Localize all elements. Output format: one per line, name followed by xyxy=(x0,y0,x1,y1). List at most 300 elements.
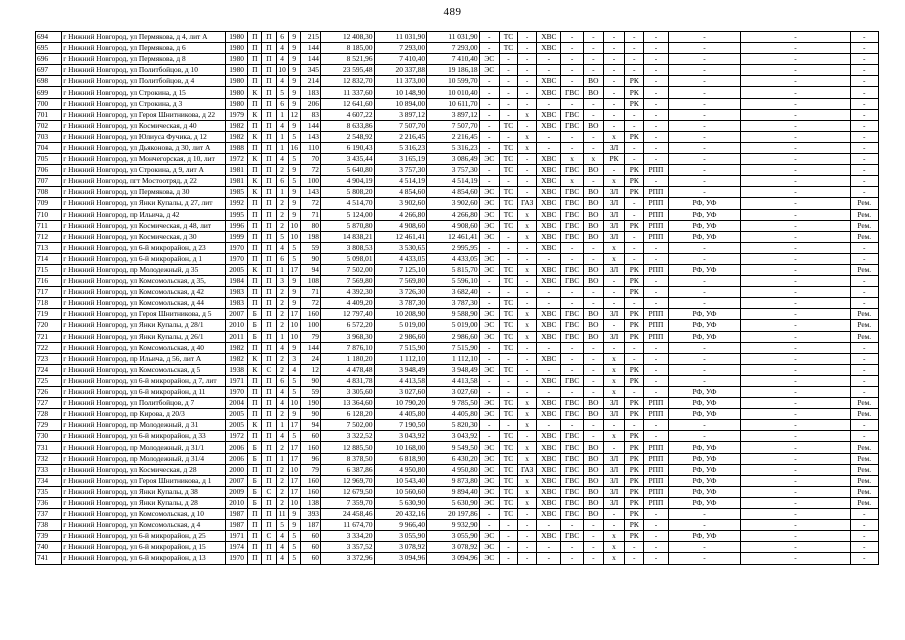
cell-heating: ТС xyxy=(499,331,517,342)
cell-sewerage: - xyxy=(583,253,603,264)
cell-living-area: 5 019,00 xyxy=(374,320,427,331)
table-row xyxy=(36,309,879,320)
cell-floors: 9 xyxy=(288,76,300,87)
cell-repair-mark: - xyxy=(850,131,879,142)
cell-floors: 5 xyxy=(288,531,300,542)
cell-facade-work: - xyxy=(668,109,741,120)
cell-cold-water: - xyxy=(537,131,561,142)
cell-year: 2004 xyxy=(226,398,248,409)
cell-facade-work: - xyxy=(668,54,741,65)
cell-reserved: - xyxy=(741,464,850,475)
cell-apartments: 90 xyxy=(300,375,320,386)
cell-heating: ТС xyxy=(499,309,517,320)
cell-garbage-chute: - xyxy=(603,87,624,98)
cell-address: г Нижний Новгород, ул Юлиуса Фучика, д 12 xyxy=(62,131,226,142)
cell-facade-work: РФ, УФ xyxy=(668,198,741,209)
cell-hot-water: ГВС xyxy=(561,531,583,542)
cell-wall-type: Б xyxy=(248,475,262,486)
cell-cold-water: ХВС xyxy=(537,453,561,464)
cell-year: 1982 xyxy=(226,353,248,364)
cell-facade-work: РФ, УФ xyxy=(668,464,741,475)
cell-repair-mark: - xyxy=(850,65,879,76)
cell-gas: х xyxy=(518,231,537,242)
cell-apartments: 160 xyxy=(300,475,320,486)
cell-electricity: - xyxy=(479,420,499,431)
cell-row-number: 721 xyxy=(36,331,62,342)
cell-repair-mark: - xyxy=(850,154,879,165)
cell-electricity: - xyxy=(479,375,499,386)
cell-apartments: 198 xyxy=(300,231,320,242)
cell-reserved: - xyxy=(741,353,850,364)
cell-fire-equipment: - xyxy=(644,276,668,287)
housing-register-table xyxy=(35,31,879,565)
cell-living-area: 9 966,40 xyxy=(374,520,427,531)
cell-wall-type: П xyxy=(248,520,262,531)
cell-year: 1992 xyxy=(226,198,248,209)
cell-elevator: РК xyxy=(625,98,644,109)
cell-reserved: - xyxy=(741,276,850,287)
cell-address: г Нижний Новгород, пр Кирова, д 20/3 xyxy=(62,409,226,420)
cell-repair-mark: - xyxy=(850,187,879,198)
cell-garbage-chute: ЗЛ xyxy=(603,142,624,153)
cell-cold-water: ХВС xyxy=(537,209,561,220)
cell-entrances: 6 xyxy=(276,176,288,187)
cell-hot-water: ГВС xyxy=(561,198,583,209)
cell-repair-mark: Рем. xyxy=(850,231,879,242)
cell-sewerage: - xyxy=(583,109,603,120)
cell-year: 1972 xyxy=(226,154,248,165)
cell-year: 1982 xyxy=(226,131,248,142)
cell-row-number: 698 xyxy=(36,76,62,87)
cell-roof-type: П xyxy=(262,309,276,320)
cell-total-area: 11 337,60 xyxy=(320,87,374,98)
cell-apartments: 80 xyxy=(300,220,320,231)
cell-facade-work: РФ, УФ xyxy=(668,309,741,320)
cell-floors: 17 xyxy=(288,453,300,464)
cell-garbage-chute: х xyxy=(603,387,624,398)
cell-wall-type: К xyxy=(248,353,262,364)
cell-fire-equipment: - xyxy=(644,43,668,54)
cell-entrances: 2 xyxy=(276,409,288,420)
cell-floors: 5 xyxy=(288,431,300,442)
cell-garbage-chute: ЗЛ xyxy=(603,497,624,508)
cell-garbage-chute: ЗЛ xyxy=(603,187,624,198)
cell-cold-water: ХВС xyxy=(537,431,561,442)
cell-living-area: 3 165,19 xyxy=(374,154,427,165)
table-row xyxy=(36,331,879,342)
cell-private-area: 9 588,90 xyxy=(427,309,480,320)
cell-entrances: 4 xyxy=(276,387,288,398)
cell-private-area: 3 787,30 xyxy=(427,298,480,309)
cell-hot-water: ГВС xyxy=(561,497,583,508)
cell-garbage-chute: ЗЛ xyxy=(603,209,624,220)
cell-private-area: 2 986,60 xyxy=(427,331,480,342)
cell-entrances: 2 xyxy=(276,464,288,475)
cell-total-area: 6 128,20 xyxy=(320,409,374,420)
cell-wall-type: П xyxy=(248,375,262,386)
cell-apartments: 214 xyxy=(300,76,320,87)
cell-garbage-chute: - xyxy=(603,276,624,287)
cell-living-area: 3 726,30 xyxy=(374,287,427,298)
cell-electricity: - xyxy=(479,431,499,442)
cell-floors: 9 xyxy=(288,165,300,176)
cell-reserved: - xyxy=(741,187,850,198)
cell-roof-type: П xyxy=(262,287,276,298)
cell-gas: х xyxy=(518,442,537,453)
cell-fire-equipment: - xyxy=(644,54,668,65)
cell-electricity: ЭС xyxy=(479,453,499,464)
cell-living-area: 10 543,40 xyxy=(374,475,427,486)
cell-sewerage: ВО xyxy=(583,76,603,87)
cell-living-area: 20 337,88 xyxy=(374,65,427,76)
cell-fire-equipment: РПП xyxy=(644,264,668,275)
cell-year: 1974 xyxy=(226,542,248,553)
cell-address: г Нижний Новгород, ул 6-й микрорайон, д 25 xyxy=(62,531,226,542)
cell-living-area: 10 894,00 xyxy=(374,98,427,109)
cell-hot-water: - xyxy=(561,142,583,153)
cell-facade-work: РФ, УФ xyxy=(668,264,741,275)
cell-gas: х xyxy=(518,264,537,275)
cell-total-area: 5 808,20 xyxy=(320,187,374,198)
cell-private-area: 10 599,70 xyxy=(427,76,480,87)
cell-facade-work: - xyxy=(668,509,741,520)
cell-electricity: ЭС xyxy=(479,398,499,409)
cell-year: 2006 xyxy=(226,453,248,464)
cell-gas: - xyxy=(518,509,537,520)
cell-row-number: 719 xyxy=(36,309,62,320)
cell-heating: - xyxy=(499,520,517,531)
cell-floors: 10 xyxy=(288,220,300,231)
cell-facade-work: - xyxy=(668,65,741,76)
cell-garbage-chute: ЗЛ xyxy=(603,220,624,231)
cell-facade-work: РФ, УФ xyxy=(668,387,741,398)
cell-living-area: 1 112,10 xyxy=(374,353,427,364)
cell-cold-water: ХВС xyxy=(537,409,561,420)
cell-hot-water: - xyxy=(561,342,583,353)
cell-wall-type: П xyxy=(248,287,262,298)
table-row xyxy=(36,287,879,298)
cell-electricity: - xyxy=(479,43,499,54)
cell-roof-type: П xyxy=(262,54,276,65)
cell-wall-type: П xyxy=(248,65,262,76)
cell-elevator: - xyxy=(625,209,644,220)
cell-entrances: 4 xyxy=(276,54,288,65)
cell-private-area: 7 410,40 xyxy=(427,54,480,65)
cell-roof-type: П xyxy=(262,553,276,564)
cell-cold-water: - xyxy=(537,553,561,564)
cell-wall-type: П xyxy=(248,32,262,43)
cell-private-area: 1 112,10 xyxy=(427,353,480,364)
cell-cold-water: ХВС xyxy=(537,87,561,98)
cell-roof-type: П xyxy=(262,165,276,176)
cell-private-area: 5 630,90 xyxy=(427,497,480,508)
cell-address: г Нижний Новгород, ул 6-й микрорайон, д 23 xyxy=(62,242,226,253)
cell-garbage-chute: - xyxy=(603,320,624,331)
cell-gas: - xyxy=(518,353,537,364)
table-row xyxy=(36,98,879,109)
cell-total-area: 3 322,52 xyxy=(320,431,374,442)
cell-cold-water: - xyxy=(537,253,561,264)
cell-apartments: 79 xyxy=(300,331,320,342)
cell-hot-water: ГВС xyxy=(561,375,583,386)
cell-electricity: - xyxy=(479,353,499,364)
cell-private-area: 3 897,12 xyxy=(427,109,480,120)
cell-entrances: 5 xyxy=(276,231,288,242)
cell-garbage-chute: ЗЛ xyxy=(603,453,624,464)
cell-address: г Нижний Новгород, ул Героя Шнитникова, д 22 xyxy=(62,109,226,120)
cell-repair-mark: - xyxy=(850,387,879,398)
cell-hot-water: ГВС xyxy=(561,442,583,453)
cell-living-area: 4 433,05 xyxy=(374,253,427,264)
cell-gas: - xyxy=(518,187,537,198)
cell-floors: 9 xyxy=(288,120,300,131)
cell-fire-equipment: - xyxy=(644,298,668,309)
cell-entrances: 4 xyxy=(276,120,288,131)
cell-repair-mark: - xyxy=(850,431,879,442)
cell-floors: 9 xyxy=(288,32,300,43)
cell-roof-type: П xyxy=(262,542,276,553)
cell-address: г Нижний Новгород, ул Янки Купалы, д 28 xyxy=(62,497,226,508)
cell-reserved: - xyxy=(741,509,850,520)
cell-heating: ТС xyxy=(499,509,517,520)
cell-cold-water: - xyxy=(537,520,561,531)
cell-hot-water: - xyxy=(561,253,583,264)
cell-fire-equipment: РПП xyxy=(644,198,668,209)
cell-garbage-chute: - xyxy=(603,287,624,298)
cell-sewerage: - xyxy=(583,242,603,253)
cell-year: 1987 xyxy=(226,520,248,531)
cell-facade-work: РФ, УФ xyxy=(668,531,741,542)
cell-floors: 10 xyxy=(288,464,300,475)
cell-living-area: 3 787,30 xyxy=(374,298,427,309)
cell-total-area: 4 392,30 xyxy=(320,287,374,298)
cell-wall-type: П xyxy=(248,43,262,54)
cell-sewerage: - xyxy=(583,420,603,431)
cell-year: 1970 xyxy=(226,242,248,253)
cell-heating: - xyxy=(499,87,517,98)
cell-fire-equipment: - xyxy=(644,509,668,520)
cell-facade-work: - xyxy=(668,154,741,165)
cell-sewerage: ВО xyxy=(583,509,603,520)
cell-address: г Нижний Новгород, ул 6-й микрорайон, д 11 xyxy=(62,387,226,398)
table-body xyxy=(36,32,879,565)
cell-cold-water: ХВС xyxy=(537,320,561,331)
cell-year: 1999 xyxy=(226,231,248,242)
cell-floors: 12 xyxy=(288,109,300,120)
cell-roof-type: П xyxy=(262,32,276,43)
cell-facade-work: РФ, УФ xyxy=(668,398,741,409)
cell-entrances: 2 xyxy=(276,287,288,298)
cell-cold-water: ХВС xyxy=(537,331,561,342)
cell-wall-type: П xyxy=(248,509,262,520)
cell-hot-water: - xyxy=(561,131,583,142)
cell-reserved: - xyxy=(741,54,850,65)
cell-reserved: - xyxy=(741,209,850,220)
cell-garbage-chute: х xyxy=(603,353,624,364)
cell-address: г Нижний Новгород, ул 6-й микрорайон, д 33 xyxy=(62,431,226,442)
cell-apartments: 59 xyxy=(300,242,320,253)
cell-entrances: 10 xyxy=(276,65,288,76)
cell-cold-water: ХВС xyxy=(537,176,561,187)
cell-floors: 9 xyxy=(288,509,300,520)
cell-repair-mark: Рем. xyxy=(850,409,879,420)
cell-entrances: 4 xyxy=(276,431,288,442)
cell-entrances: 4 xyxy=(276,342,288,353)
cell-fire-equipment: РПП xyxy=(644,231,668,242)
cell-reserved: - xyxy=(741,409,850,420)
cell-floors: 5 xyxy=(288,542,300,553)
cell-elevator: РК xyxy=(625,276,644,287)
cell-sewerage: - xyxy=(583,542,603,553)
cell-floors: 9 xyxy=(288,276,300,287)
cell-electricity: ЭС xyxy=(479,231,499,242)
cell-living-area: 7 410,40 xyxy=(374,54,427,65)
cell-total-area: 3 968,30 xyxy=(320,331,374,342)
cell-facade-work: РФ, УФ xyxy=(668,320,741,331)
cell-roof-type: П xyxy=(262,464,276,475)
cell-heating: - xyxy=(499,65,517,76)
cell-heating: - xyxy=(499,542,517,553)
cell-row-number: 699 xyxy=(36,87,62,98)
cell-gas: - xyxy=(518,375,537,386)
cell-elevator: РК xyxy=(625,76,644,87)
cell-gas: - xyxy=(518,253,537,264)
cell-gas: - xyxy=(518,98,537,109)
cell-hot-water: ГВС xyxy=(561,120,583,131)
cell-electricity: ЭС xyxy=(479,220,499,231)
table-row xyxy=(36,542,879,553)
cell-cold-water: ХВС xyxy=(537,264,561,275)
cell-cold-water: - xyxy=(537,98,561,109)
cell-garbage-chute: х xyxy=(603,553,624,564)
cell-private-area: 9 873,80 xyxy=(427,475,480,486)
table-row xyxy=(36,409,879,420)
cell-hot-water: - xyxy=(561,98,583,109)
cell-apartments: 72 xyxy=(300,298,320,309)
cell-private-area: 4 908,60 xyxy=(427,220,480,231)
cell-garbage-chute: ЗЛ xyxy=(603,231,624,242)
cell-hot-water: - xyxy=(561,298,583,309)
cell-gas: - xyxy=(518,43,537,54)
cell-private-area: 6 430,20 xyxy=(427,453,480,464)
cell-gas: х xyxy=(518,109,537,120)
cell-electricity: - xyxy=(479,142,499,153)
cell-elevator: - xyxy=(625,109,644,120)
cell-heating: ТС xyxy=(499,43,517,54)
cell-elevator: - xyxy=(625,420,644,431)
cell-address: г Нижний Новгород, ул Янки Купалы, д 26/1 xyxy=(62,331,226,342)
cell-gas: - xyxy=(518,176,537,187)
cell-apartments: 94 xyxy=(300,420,320,431)
cell-reserved: - xyxy=(741,486,850,497)
table-row xyxy=(36,420,879,431)
cell-floors: 5 xyxy=(288,253,300,264)
cell-total-area: 5 640,80 xyxy=(320,165,374,176)
cell-electricity: ЭС xyxy=(479,154,499,165)
cell-sewerage: ВО xyxy=(583,320,603,331)
cell-living-area: 3 043,92 xyxy=(374,431,427,442)
cell-heating: ТС xyxy=(499,364,517,375)
cell-fire-equipment: РПП xyxy=(644,187,668,198)
cell-gas: х xyxy=(518,131,537,142)
cell-electricity: - xyxy=(479,276,499,287)
cell-year: 1971 xyxy=(226,375,248,386)
cell-elevator: - xyxy=(625,142,644,153)
cell-cold-water: - xyxy=(537,364,561,375)
cell-repair-mark: Рем. xyxy=(850,464,879,475)
cell-total-area: 8 185,00 xyxy=(320,43,374,54)
cell-total-area: 5 124,00 xyxy=(320,209,374,220)
cell-electricity: ЭС xyxy=(479,464,499,475)
cell-wall-type: П xyxy=(248,276,262,287)
cell-row-number: 736 xyxy=(36,497,62,508)
cell-total-area: 14 838,21 xyxy=(320,231,374,242)
cell-wall-type: К xyxy=(248,131,262,142)
cell-garbage-chute: х xyxy=(603,253,624,264)
cell-facade-work: - xyxy=(668,287,741,298)
cell-private-area: 4 514,19 xyxy=(427,176,480,187)
cell-facade-work: - xyxy=(668,87,741,98)
cell-elevator: РК xyxy=(625,398,644,409)
table-row xyxy=(36,442,879,453)
cell-total-area: 7 569,80 xyxy=(320,276,374,287)
cell-apartments: 190 xyxy=(300,398,320,409)
table-row xyxy=(36,120,879,131)
cell-sewerage: - xyxy=(583,342,603,353)
cell-apartments: 160 xyxy=(300,309,320,320)
cell-facade-work: - xyxy=(668,165,741,176)
cell-row-number: 734 xyxy=(36,475,62,486)
cell-fire-equipment: - xyxy=(644,531,668,542)
cell-cold-water: - xyxy=(537,287,561,298)
cell-gas: х xyxy=(518,320,537,331)
cell-repair-mark: Рем. xyxy=(850,264,879,275)
cell-year: 1981 xyxy=(226,165,248,176)
cell-facade-work: - xyxy=(668,420,741,431)
cell-heating: - xyxy=(499,353,517,364)
cell-electricity: ЭС xyxy=(479,320,499,331)
cell-gas: х xyxy=(518,220,537,231)
cell-reserved: - xyxy=(741,520,850,531)
cell-address: г Нижний Новгород, ул 6-й микрорайон, д 13 xyxy=(62,553,226,564)
cell-wall-type: Б xyxy=(248,486,262,497)
cell-fire-equipment: - xyxy=(644,375,668,386)
cell-wall-type: П xyxy=(248,209,262,220)
cell-electricity: ЭС xyxy=(479,54,499,65)
cell-apartments: 71 xyxy=(300,209,320,220)
cell-apartments: 160 xyxy=(300,486,320,497)
cell-elevator: РК xyxy=(625,509,644,520)
cell-heating: ТС xyxy=(499,398,517,409)
cell-repair-mark: - xyxy=(850,176,879,187)
cell-repair-mark: - xyxy=(850,242,879,253)
cell-sewerage: - xyxy=(583,176,603,187)
cell-repair-mark: - xyxy=(850,553,879,564)
cell-row-number: 738 xyxy=(36,520,62,531)
cell-floors: 9 xyxy=(288,43,300,54)
cell-repair-mark: Рем. xyxy=(850,331,879,342)
cell-gas: - xyxy=(518,431,537,442)
cell-roof-type: П xyxy=(262,187,276,198)
cell-electricity: ЭС xyxy=(479,209,499,220)
table-row xyxy=(36,342,879,353)
cell-wall-type: П xyxy=(248,409,262,420)
cell-private-area: 4 433,05 xyxy=(427,253,480,264)
cell-year: 1980 xyxy=(226,43,248,54)
cell-entrances: 2 xyxy=(276,220,288,231)
cell-row-number: 700 xyxy=(36,98,62,109)
cell-floors: 5 xyxy=(288,176,300,187)
